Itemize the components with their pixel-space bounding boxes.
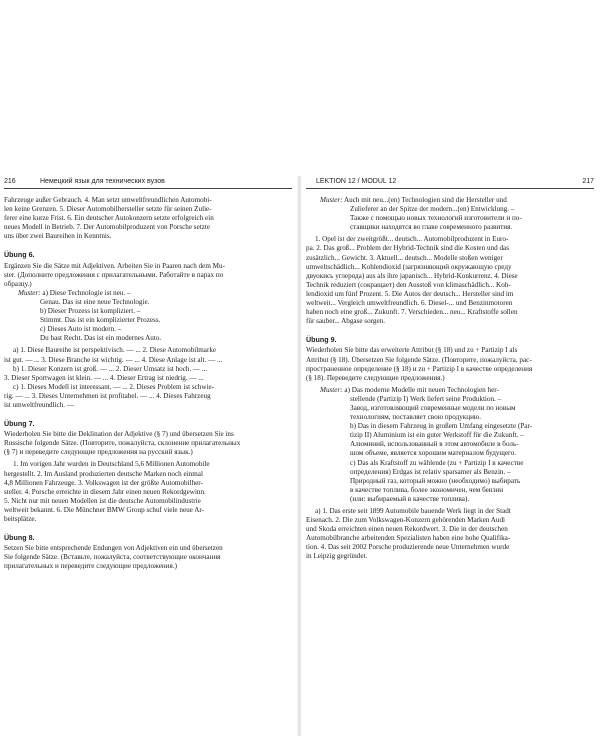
muster-line: b) Dieser Prozess ist kompliziert. – [40,307,141,316]
exercise-body-line: 1. Opel ist der zweitgrößt... deutsch... Automobilproduzent in Euro- [315,235,509,244]
instruction-line: образцу.) [4,279,32,288]
exercise-body-line: 1. Im vorigen Jahr wurden in Deutschland 5,6 Millionen Automobile [13,460,210,469]
muster-line: tizip II) Aluminium ist ein guter Werkstoff für die Zukunft. – [350,431,524,440]
exercise-item: Eisenach. 2. Die zum Volkswagen-Konzern gehörenden Marken Audi [306,516,506,525]
exercise-item: 3. Dieser Sportwagen ist klein. — ... 4. Dieser Ertrag ist niedrig. — ... [4,373,204,382]
exercise-body-line: steller. 4. Porsche erreichte in diesem Jahr einen neuen Rekordgewinn. [4,487,206,496]
exercise-body-line: umweltschädlich... Kohlendioxid (загрязняющий окружающую среду [306,262,512,271]
exercise-item: ist umweltfreundlich. — [4,400,75,409]
muster-line: Du hast Recht. Das ist ein modernes Auto. [40,334,162,343]
exercise-item: a) 1. Das erste seit 1899 Automobile bauende Werk liegt in der Stadt [315,507,511,515]
muster-line: Genau. Das ist eine neue Technologie. [40,297,150,306]
exercise-heading-8: Übung 8. [4,534,35,543]
right-page-number: 217 [582,178,594,185]
muster-line: ставщики находятся во главе современного развития. [350,223,513,232]
muster-line: (или: выбираемый в качестве топлива). [350,494,470,503]
muster-line: stellende (Partizip I) Werk liefert seine Produktion. – [350,394,502,403]
muster-line [306,386,594,395]
exercise-item: und Skoda erreichten einen neuen Rekordwert. 3. Die in der deutschen [306,525,508,534]
muster-line [4,289,292,298]
instruction-line: Ergänzen Sie die Sätze mit Adjektiven. Arbeiten Sie in Paaren nach dem Mu- [4,261,225,270]
exercise-item: ist gut. — ... 3. Diese Branche ist wichtig. — ... 4. Diese Anlage ist alt. — ... [4,355,223,364]
muster-line: Завод, изготовляющий современные модели по новым [350,403,516,412]
text-line: neues Modell in Betrieb. 7. Der Automobilproduzent von Porsche setzte [4,223,211,232]
muster-line: Stimmt. Das ist ein komplizierter Prozess. [40,316,161,325]
instruction-line: Wiederholen Sie bitte das erweiterte Attribut (§ 18) und zu + Partizip I als [306,346,518,355]
exercise-body-line: hergestellt. 2. Im Ausland produzierten deutsche Marken noch einmal [4,469,203,478]
exercise-item: tion. 4. Das seit 2002 Porsche produzierende neue Unternehmen wurde [306,543,510,552]
instruction-line: Russische folgende Sätze. (Повторите, пожалуйста, склонение прилагательных [4,439,241,448]
instruction-line: (§ 18). Переведите следующие предложения.) [306,373,445,382]
instruction-line: пространенное определение (§ 18) и zu + Partizip I в качестве определения [306,364,533,373]
muster-text: a) Diese Technologie ist neu. – [42,288,131,297]
right-page-header [306,176,594,189]
text-line: ferer eine kurze Frist. 6. Ein deutscher Autokonzern setzte erfolgreich ein [4,214,214,223]
muster-label: Muster: [320,196,343,204]
right-running-title: LEKTION 12 / MODUL 12 [316,178,397,185]
muster-line: определения) Erdgas ist relativ sparsamer als Benzin. – [350,467,511,476]
muster-label: Muster: [18,288,41,297]
exercise-body-line: pa. 2. Das groß... Problem der Hybrid-Technik sind die Kosten und das [306,244,509,253]
instruction-line: ster. (Дополните предложения с прилагательными. Работайте в парах по [4,270,224,279]
exercise-body-line: 5. Nicht nur mit neuen Modellen ist die deutsche Automobilindustrie [4,496,201,505]
muster-line: c) Dieses Auto ist modern. – [40,325,122,334]
exercise-item: a) 1. Diese Baureihe ist perspektivisch. — ... 2. Diese Automobilmarke [13,346,217,355]
exercise-body-line: weltweit... Vergleich umweltfreundlich. 6. Diesel-... und Benzinmotoren [306,299,513,308]
exercise-body-line: beitsplätze. [4,515,37,523]
exercise-item: b) 1. Dieser Konzern ist groß. — ... 2. Dieser Umsatz ist hoch. — ... [13,364,208,373]
muster-line [306,196,594,205]
exercise-item: in Leipzig gegründet. [306,552,368,561]
exercise-item: Automobilbranche arbeitenden Spezialisten haben eine hohe Qualifika- [306,534,511,543]
muster-line: Алюминий, использованный в этом автомобиле в боль- [350,440,519,449]
right-page [306,176,594,732]
muster-line: c) Das als Kraftstoff zu wählende (zu + Partizip I в качестве [350,458,524,467]
left-page [4,176,292,732]
instruction-line: Sie folgende Sätze. (Вставьте, пожалуйста, соответствующие окончания [4,553,221,562]
muster-text: Auch mit neu...(en) Technologien sind die Hersteller und [344,196,507,204]
muster-line: Также с помощью новых технологий изготовители и по- [350,214,522,223]
muster-line: b) Das in diesem Fahrzeug in großem Umfang eingesetzte (Par- [350,422,533,431]
book-spread [0,176,600,736]
left-running-title: Немецкий язык для технических вузов [40,178,165,185]
muster-label: Muster: [320,385,343,394]
instruction-line: Setzen Sie bitte entsprechende Endungen von Adjektiven ein und übersetzen [4,544,223,553]
exercise-body-line: für sauber... Abgase sorgen. [306,317,385,326]
left-page-header [4,176,292,189]
exercise-heading-6: Übung 6. [4,251,35,260]
exercise-heading-7: Übung 7. [4,420,35,429]
exercise-body-line: двуокись углерода) aus als ihre japanisch... Hybrid-Konkurrenz. 4. Diese [306,271,518,280]
instruction-line: Attribut (§ 18). Übersetzen Sie folgende Sätze. (Повторите, пожалуйста, рас- [306,355,532,364]
text-line: uns über zwei Baureihen in Kenntnis. [4,232,112,241]
exercise-body-line: zusätzlich... Gewicht. 3. Aktuell... deutsch... Modelle stoßen weniger [306,253,503,262]
muster-line: технологиям, поставляет свою продукцию. [350,413,482,422]
text-line: len keine Grenzen. 5. Dieser Automobilhersteller setzte für seinen Zulie- [4,205,212,214]
exercise-item: rig. — ... 3. Dieses Unternehmen ist profitabel. — ... 4. Dieses Fahrzeug [4,391,211,400]
muster-line: в качестве топлива, более экономичен, чем бензин [350,485,504,494]
text-line: Fahrzeuge außer Gebrauch. 4. Man setzt umweltfreundlichen Automobi- [4,196,212,204]
page-gutter [296,176,302,736]
exercise-body-line: haben noch eine groß... Zukunft. 7. Verschieden... neu... Kraftstoffe sollen [306,308,518,317]
exercise-item: c) 1. Dieses Modell ist interessant. — ... 2. Dieses Problem ist schwie- [13,382,215,391]
muster-line: Zulieferer an der Spitze der modern...(en) Entwicklung. – [350,205,515,214]
muster-line: Природный газ, который можно (необходимо) выбирать [350,476,521,485]
exercise-body-line: weltweit bekannt. 6. Die Münchner BMW Group schuf viele neue Ar- [4,505,205,514]
exercise-body-line: 4,8 Millionen Fahrzeuge. 3. Volkswagen ist der größte Automobilher- [4,478,203,487]
instruction-line: Wiederholen Sie bitte die Deklination der Adjektive (§ 7) und übersetzen Sie ins [4,430,234,439]
exercise-heading-9: Übung 9. [306,336,337,345]
muster-line: шом объеме, является хорошим материалом будущего. [350,449,517,458]
exercise-body-line: Technik reduziert (сокращает) den Ausstoß von klimaschädlich... Koh- [306,280,511,289]
instruction-line: (§ 7) и переведите следующие предложения на русский язык.) [4,448,193,457]
exercise-body-line: lendioxid um fünf Prozent. 5. Die Autos der deutsch... Hersteller sind im [306,289,514,298]
left-page-number: 216 [4,178,16,185]
instruction-line: прилагательных и переведите следующие предложения.) [4,562,177,571]
muster-text: a) Das moderne Modelle mit neuen Technologien her- [344,385,499,394]
